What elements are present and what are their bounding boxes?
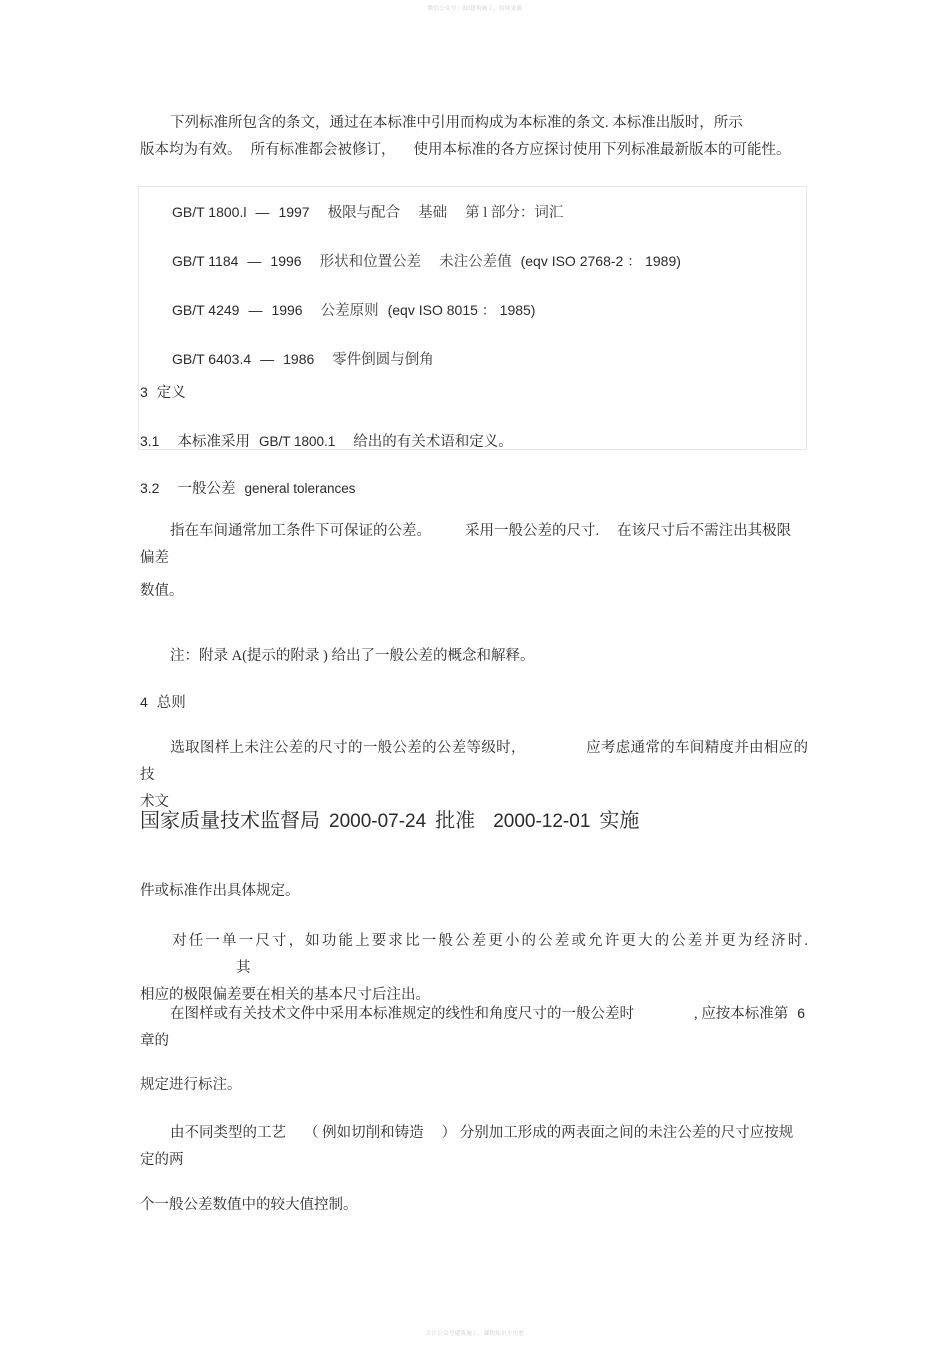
intro-line1-a: 下列标准所包含的条文，通过在本标准中引用而构成为本标准的条文 [170,115,605,131]
definition-line-3: 数值。 [140,583,184,599]
definition-line-1 [140,518,808,545]
definition-text-a: 指在车间通常加工条件下可保证的公差。 [170,523,431,539]
section-4-continuation-2 [140,1000,808,1055]
section-4-continuation-3b [140,1192,808,1219]
section-4-p1-b: 应考虑通常的车间精度并由相应的技 [140,740,808,783]
reference-year: 1997 [278,204,310,220]
intro-line2-b: 所有标准都会被修订， [250,142,396,158]
approval-label: 批准 [435,810,476,832]
intro-line-2 [140,137,808,164]
section-4-cont-p1-b: 其 [236,960,251,976]
reference-item [172,237,812,286]
definition-note [140,643,808,670]
section-3-heading [140,379,808,407]
section-4-cont-p2-line-2: 章的 [140,1033,169,1049]
section-4-p1-line-1 [140,735,808,789]
section-4-p1-a: 选取图样上未注公差的尺寸的一般公差的公差等级时， [170,740,526,756]
reference-part: 第 l 部分：词汇 [465,205,564,221]
section-4-number: 4 [140,694,148,710]
section-4-cont-p3-line-2: 定的两 [140,1152,184,1168]
reference-year: 1996 [271,302,303,318]
section-3-2-title-en: general tolerances [244,481,356,496]
section-4-continuation-1 [140,928,808,1009]
reference-item [172,188,812,237]
section-4-cont-p3-line-3: 个一般公差数值中的较大值控制。 [140,1197,358,1213]
section-4-cont-p2-line-3: 规定进行标注。 [140,1077,242,1093]
footer-watermark: 关注公众号建筑施工，课程知识不用愁 [425,1331,525,1337]
section-3-1 [140,428,808,456]
reference-title: 零件倒圆与倒角 [332,352,434,368]
section-3-1-code: GB/T 1800.1 [258,434,336,449]
definition-text-c: 在该尺寸后不需注出其极限 [617,523,792,539]
section-3-1-number: 3.1 [140,433,160,449]
section-3-2-number: 3.2 [140,480,160,496]
section-4-cont-p1-a: 对任一单一尺寸，如功能上要求比一般公差更小的公差或允许更大的公差并更为经济时. [170,933,808,949]
effective-date: 2000‑12‑01 [493,811,591,832]
section-4-cont-p1-line-1 [140,928,808,982]
reference-title: 形状和位置公差 [319,254,422,270]
reference-title: 极限与配合 [327,205,401,221]
intro-line1-b: . 本标准出版时，所示 [605,115,743,131]
normative-references-list [172,188,812,384]
section-4-p1-line-2: 术文 [140,794,169,810]
section-4-cont-p2-chapter: 6 [797,1005,806,1021]
reference-item [172,286,812,335]
section-4-continuation-0 [140,878,808,905]
section-4-title: 总则 [156,695,186,711]
section-4-cont-p3-b: （ 例如切削和铸造 [304,1125,424,1141]
reference-dash: — [255,204,270,220]
section-3-2 [140,475,808,503]
section-3-1-text-a: 本标准采用 [177,434,250,450]
intro-line-1 [140,110,808,137]
reference-code: GB/T 4249 [172,302,240,318]
section-4-cont-p2-b: , 应按本标准第 [694,1006,789,1022]
reference-extra: 基础 [418,205,448,221]
definition-note-wrap [140,643,808,670]
approval-banner [140,806,808,837]
section-4-cont-p2-a: 在图样或有关技术文件中采用本标准规定的线性和角度尺寸的一般公差时 [170,1006,634,1022]
section-3-title: 定义 [156,385,186,401]
reference-iso: (eqv ISO 8015 ： 1985) [387,302,536,318]
section-4-cont-p0: 件或标准作出具体规定。 [140,883,300,899]
section-4-cont-p3-a: 由不同类型的工艺 [170,1125,286,1141]
section-4-cont-p3-c: ） 分别加工形成的两表面之间的未注公差的尺寸应按规 [441,1125,794,1141]
definition-note-text: 注：附录 A(提示的附录 ) 给出了一般公差的概念和解释。 [170,648,535,664]
reference-code: GB/T 1184 [172,253,239,269]
approval-date: 2000‑07‑24 [329,811,427,832]
reference-dash: — [247,253,262,269]
intro-paragraph [140,110,808,164]
reference-item [172,335,812,384]
reference-iso: (eqv ISO 2768-2 ： 1989) [520,253,681,269]
section-3-1-text-b: 给出的有关术语和定义。 [353,434,513,450]
definition-line-3-wrap [140,578,808,605]
reference-code: GB/T 1800.l [172,204,247,220]
definition-line-2: 偏差 [140,550,169,566]
section-4-cont-p1-line-2: 相应的极限偏差要在相关的基本尺寸后注出。 [140,987,430,1003]
intro-line2-a: 版本均为有效。 [140,142,242,158]
section-4-cont-p3-line-1 [140,1120,808,1147]
section-3-2-body [140,518,808,572]
reference-title: 公差原则 [320,303,379,319]
reference-code: GB/T 6403.4 [172,351,252,367]
intro-line2-c: 使用本标准的各方应探讨使用下列标准最新版本的可能性。 [413,142,791,158]
definition-text-b: 采用一般公差的尺寸. [465,523,600,539]
header-watermark: 微信公众号：3D建筑施工，持续更新 [427,6,523,12]
section-3-number: 3 [140,384,148,400]
section-4-continuation-3 [140,1120,808,1174]
reference-year: 1996 [270,253,302,269]
section-4-heading [140,689,808,717]
section-3-2-title-cn: 一般公差 [177,481,236,497]
effective-label: 实施 [599,810,640,832]
reference-year: 1986 [283,351,315,367]
reference-dash: — [248,302,263,318]
reference-dash: — [260,351,275,367]
section-4-cont-p2-line-1 [140,1000,808,1028]
section-4-continuation-2b [140,1072,808,1099]
section-4-paragraph-1 [140,735,808,816]
approval-agency: 国家质量技术监督局 [140,810,320,832]
reference-extra: 未注公差值 [439,254,512,270]
